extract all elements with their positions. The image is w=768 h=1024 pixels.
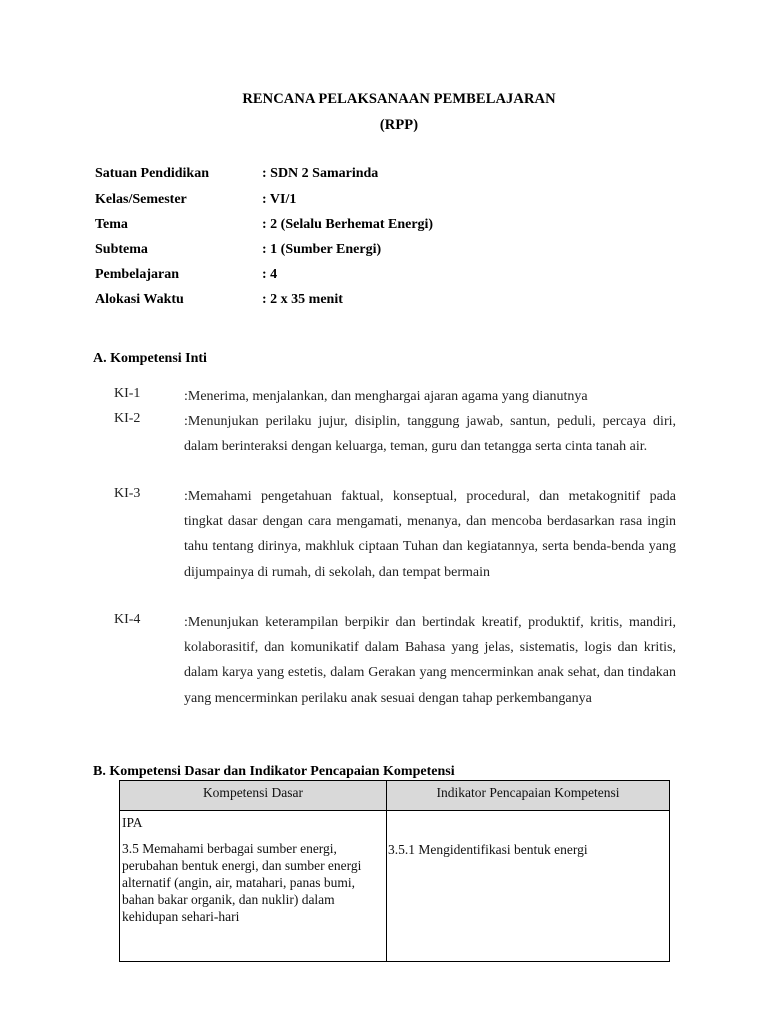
ki-text: :Menerima, menjalankan, dan menghargai ajaran agama yang dianutnya (184, 389, 588, 404)
ki-text: :Menunjukan keterampilan berpikir dan bertindak kreatif, produktif, kritis, mandiri, kolaborasitif, dan komunikatif dalam Bahasa yang jelas, sistematis, logis dan kritis, dalam karya yang estetis, dalam Gerakan yang mencerminkan anak sehat, dan tindakan yang mencerminkan perilaku anak sesuai dengan tahap perkembanganya (184, 615, 676, 706)
indicator-text: 3.5.1 Mengidentifikasi bentuk energi (388, 842, 588, 857)
competency-table (119, 780, 670, 962)
table-header-row (120, 781, 669, 811)
header-kompetensi-dasar: Kompetensi Dasar (202, 785, 304, 800)
document-subtitle: (RPP) (379, 117, 419, 133)
identity-value: : VI/1 (262, 192, 297, 207)
identity-value: : 4 (262, 267, 278, 282)
section-a-heading: A. Kompetensi Inti (93, 351, 207, 366)
identity-label: Pembelajaran (95, 267, 179, 282)
identity-value: : 1 (Sumber Energi) (262, 242, 382, 257)
kd-text: 3.5 Memahami berbagai sumber energi, perubahan bentuk energi, dan sumber energi alternatif (angin, air, matahari, panas bumi, bahan bakar organik, dan nuklir) dalam kehidupan sehari-hari (122, 841, 362, 924)
ki-code: KI-1 (114, 386, 141, 401)
identity-label: Subtema (95, 242, 148, 257)
ki-text: :Memahami pengetahuan faktual, konseptual, procedural, dan metakognitif pada tingkat dasar dengan cara mengamati, menanya, dan mencoba berdasarkan rasa ingin tahu tentang dirinya, makhluk ciptaan Tuhan dan kegiatannya, serta benda-benda yang dijumpainya di rumah, di sekolah, dan tempat bermain (184, 489, 676, 580)
ki-code: KI-4 (114, 612, 141, 627)
identity-value: : SDN 2 Samarinda (262, 166, 379, 181)
identity-label: Satuan Pendidikan (95, 166, 209, 181)
subject-label: IPA (122, 815, 143, 830)
column-divider (386, 781, 387, 961)
ki-code: KI-3 (114, 486, 141, 501)
identity-value: : 2 (Selalu Berhemat Energi) (262, 217, 434, 232)
section-b-heading: B. Kompetensi Dasar dan Indikator Pencapaian Kompetensi (93, 764, 455, 779)
ki-text: :Menunjukan perilaku jujur, disiplin, tanggung jawab, santun, peduli, percaya diri, dalam berinteraksi dengan keluarga, teman, guru dan tetangga serta cinta tanah air. (184, 414, 676, 455)
identity-label: Tema (95, 217, 128, 232)
header-indikator: Indikator Pencapaian Kompetensi (436, 785, 620, 800)
identity-label: Kelas/Semester (95, 192, 187, 207)
document-title: RENCANA PELAKSANAAN PEMBELAJARAN (242, 91, 556, 107)
ki-code: KI-2 (114, 411, 141, 426)
identity-label: Alokasi Waktu (95, 292, 184, 307)
identity-value: : 2 x 35 menit (262, 292, 343, 307)
